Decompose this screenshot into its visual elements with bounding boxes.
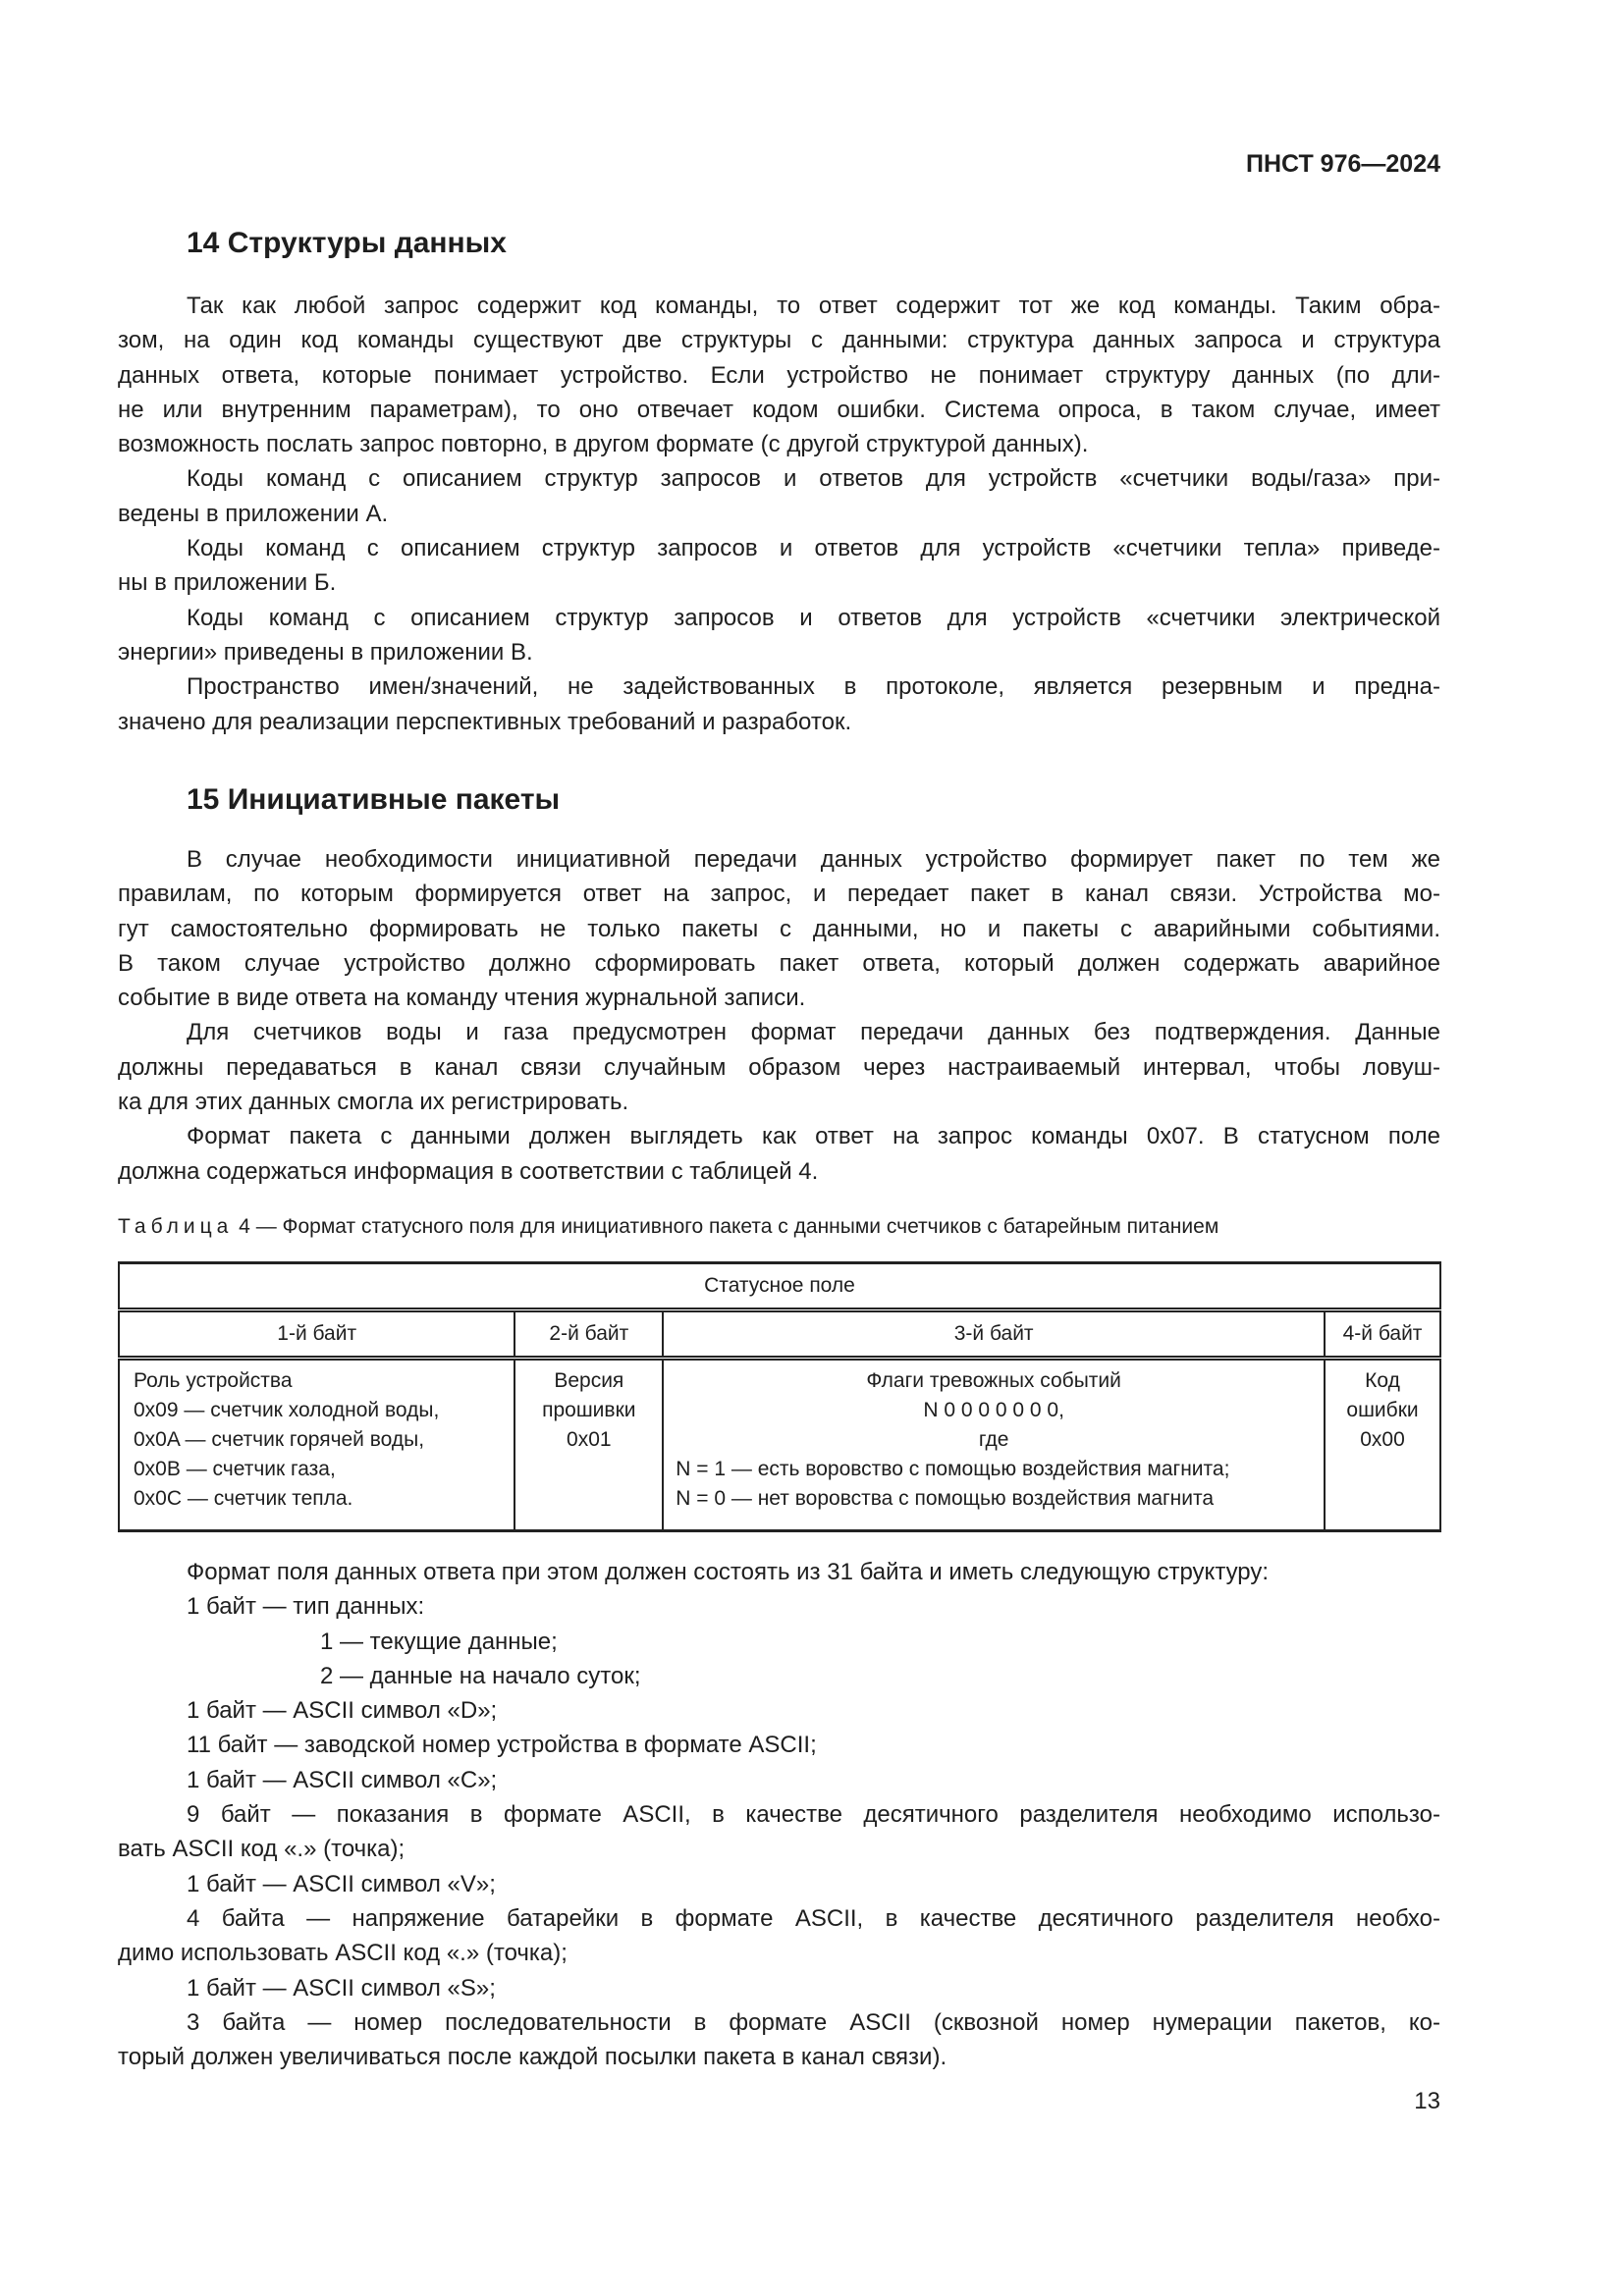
paragraph-line: 9 байт — показания в формате ASCII, в качестве десятичного разделителя необходимо использо- (187, 1801, 1440, 1829)
byte3-cell (663, 1359, 1325, 1531)
paragraph-line: Коды команд с описанием структур запросов и ответов для устройств «счетчики воды/газа» при- (187, 465, 1440, 493)
paragraph-line: возможность послать запрос повторно, в другом формате (с другой структурой данных). (118, 431, 1089, 458)
paragraph-line: 1 — текущие данные; (320, 1628, 558, 1655)
paragraph-line: ведены в приложении А. (118, 500, 389, 527)
paragraph-line: Коды команд с описанием структур запросов и ответов для устройств «счетчики электрической (187, 604, 1440, 631)
page-number: 13 (1414, 2088, 1440, 2114)
paragraph-line: зом, на один код команды существуют две структуры с данными: структура данных запроса и структура (118, 327, 1440, 354)
paragraph-line: должны передаваться в канал связи случайным образом через настраиваемый интервал, чтобы ловуш- (118, 1053, 1440, 1081)
paragraph-line: энергии» приведены в приложении В. (118, 638, 533, 666)
byte1-cell (119, 1359, 514, 1531)
byte2-cell (514, 1359, 663, 1531)
cell-line: 0x0B — счетчик газа, (134, 1458, 336, 1480)
paragraph-line: 4 байта — напряжение батарейки в формате ASCII, в качестве десятичного разделителя необхо- (187, 1904, 1440, 1932)
paragraph-line: 1 байт — ASCII символ «C»; (187, 1766, 498, 1793)
paragraph-line: В случае необходимости инициативной передачи данных устройство формирует пакет по тем же (187, 846, 1440, 873)
paragraph-line: Так как любой запрос содержит код команды, то ответ содержит тот же код команды. Таким обра- (187, 293, 1440, 319)
paragraph-line: вать ASCII код «.» (точка); (118, 1836, 406, 1863)
cell-line: 0x0A — счетчик горячей воды, (134, 1428, 425, 1451)
cell-line: Флаги тревожных событий (866, 1369, 1121, 1392)
paragraph-line: значено для реализации перспективных требований и разработок. (118, 708, 852, 735)
cell-line: N 0 0 0 0 0 0 0, (923, 1399, 1064, 1421)
paragraph-line: Формат поля данных ответа при этом должен состоять из 31 байта и иметь следующую структуру: (187, 1559, 1270, 1585)
column-header: 3-й байт (663, 1310, 1325, 1359)
cell-line: 0x09 — счетчик холодной воды, (134, 1399, 440, 1421)
column-header: 2-й байт (514, 1310, 663, 1359)
table-row (119, 1359, 1440, 1531)
section-15-body (118, 842, 1440, 1189)
paragraph-line: 1 байт — ASCII символ «D»; (187, 1697, 498, 1725)
table-group-header: Статусное поле (119, 1263, 1440, 1310)
cell-line: 0x0C — счетчик тепла. (134, 1487, 353, 1510)
paragraph-line: ка для этих данных смогла их регистрировать. (118, 1089, 629, 1116)
byte4-cell (1325, 1359, 1440, 1531)
cell-line: где (978, 1428, 1009, 1451)
paragraph-line: данных ответа, которые понимает устройство. Если устройство не понимает структуру данных (по дли- (118, 361, 1440, 389)
cell-line: N = 0 — нет воровства с помощью воздействия магнита (676, 1487, 1215, 1510)
paragraph-line: правилам, по которым формируется ответ на запрос, и передает пакет в канал связи. Устройства мо- (118, 881, 1440, 908)
paragraph-line: Коды команд с описанием структур запросов и ответов для устройств «счетчики тепла» приведе- (187, 535, 1440, 562)
table-caption-text: 4 — Формат статусного поля для инициативного пакета с данными счетчиков с батарейным питанием (233, 1215, 1219, 1238)
paragraph-line: событие в виде ответа на команду чтения журнальной записи. (118, 985, 806, 1012)
paragraph-line: В таком случае устройство должно сформировать пакет ответа, который должен содержать аварийное (118, 949, 1440, 977)
data-structure-list (118, 1555, 1440, 2074)
paragraph-line: должна содержаться информация в соответствии с таблицей 4. (118, 1157, 819, 1185)
document-code: ПНСТ 976—2024 (1246, 150, 1440, 178)
paragraph-line: Для счетчиков воды и газа предусмотрен формат передачи данных без подтверждения. Данные (187, 1019, 1440, 1046)
table-caption (118, 1215, 1440, 1239)
paragraph-line: торый должен увеличиваться после каждой посылки пакета в канал связи). (118, 2044, 947, 2071)
paragraph-line: Пространство имен/значений, не задействованных в протоколе, является резервным и предна- (187, 673, 1440, 701)
cell-line: Версия (554, 1369, 624, 1392)
cell-line: ошибки (1346, 1399, 1419, 1421)
cell-line: 0x00 (1360, 1428, 1405, 1451)
cell-line: Код (1365, 1369, 1400, 1392)
paragraph-line: 11 байт — заводской номер устройства в формате ASCII; (187, 1732, 817, 1759)
section-15-title: 15 Инициативные пакеты (187, 783, 561, 816)
status-field-table (118, 1261, 1441, 1532)
paragraph-line: Формат пакета с данными должен выглядеть как ответ на запрос команды 0x07. В статусном поле (187, 1123, 1440, 1150)
cell-line: прошивки (542, 1399, 636, 1421)
section-14-title: 14 Структуры данных (187, 227, 507, 259)
paragraph-line: димо использовать ASCII код «.» (точка); (118, 1940, 568, 1967)
section-14-body (118, 289, 1440, 739)
column-header: 1-й байт (119, 1310, 514, 1359)
paragraph-line: не или внутренним параметрам), то оно отвечает кодом ошибки. Система опроса, в таком случае, имеет (118, 396, 1440, 423)
paragraph-line: 3 байта — номер последовательности в формате ASCII (сквозной номер нумерации пакетов, ко- (187, 2008, 1440, 2036)
column-header: 4-й байт (1325, 1310, 1440, 1359)
cell-line: Роль устройства (134, 1369, 293, 1392)
paragraph-line: 1 байт — ASCII символ «S»; (187, 1974, 496, 2002)
paragraph-line: ны в приложении Б. (118, 569, 337, 597)
paragraph-line: гут самостоятельно формировать не только пакеты с данными, но и пакеты с аварийными событиями. (118, 915, 1440, 942)
paragraph-line: 2 — данные на начало суток; (320, 1662, 641, 1689)
paragraph-line: 1 байт — ASCII символ «V»; (187, 1870, 496, 1897)
table-caption-label: Таблица (118, 1215, 234, 1238)
cell-line: N = 1 — есть воровство с помощью воздействия магнита; (676, 1458, 1230, 1480)
cell-line: 0x01 (567, 1428, 612, 1451)
paragraph-line: 1 байт — тип данных: (187, 1593, 425, 1621)
